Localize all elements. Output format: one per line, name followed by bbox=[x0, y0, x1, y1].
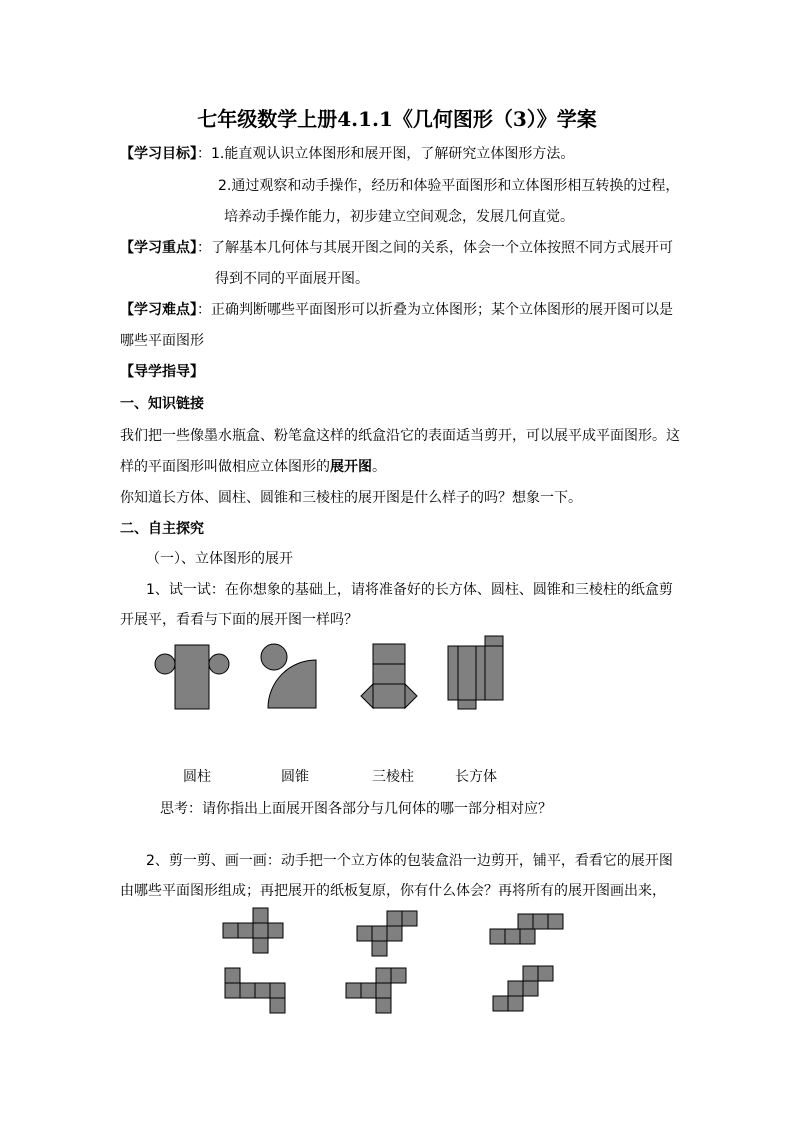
cube-net-square bbox=[505, 929, 520, 944]
section1-paragraph-1b bbox=[120, 457, 386, 477]
key-points-label: 【学习重点】 bbox=[120, 240, 197, 256]
cube-net-1 bbox=[223, 908, 283, 953]
prism-face-3 bbox=[373, 684, 405, 708]
net-label-cone: 圆锥 bbox=[281, 769, 309, 785]
cuboid-face-d bbox=[485, 646, 503, 700]
cube-net-square bbox=[376, 968, 391, 983]
cube-net-square bbox=[253, 908, 268, 923]
cube-net-square bbox=[253, 923, 268, 938]
guide-heading: 【导学指导】 bbox=[120, 364, 204, 380]
triangular-prism-net bbox=[361, 644, 417, 708]
cube-net-square bbox=[518, 914, 533, 929]
nets-figure-row bbox=[0, 632, 794, 712]
key-points-line-2: 得到不同的平面展开图。 bbox=[215, 271, 369, 287]
objectives-line-2: 2.通过观察和动手操作，经历和体验平面图形和立体图形相互转换的过程， bbox=[218, 178, 680, 194]
cube-net-square bbox=[523, 981, 538, 996]
difficulties-label: 【学习难点】 bbox=[120, 302, 197, 318]
difficulties-text-1: ：正确判断哪些平面图形可以折叠为立体图形；某个立体图形的展开图可以是 bbox=[197, 302, 673, 318]
cube-net-3 bbox=[490, 914, 563, 944]
cube-net-square bbox=[240, 983, 255, 998]
cube-net-square bbox=[253, 938, 268, 953]
section1-paragraph-1a: 我们把一些像墨水瓶盒、粉笔盒这样的纸盒沿它的表面适当剪开，可以展平成平面图形。这 bbox=[120, 428, 680, 444]
cube-net-square bbox=[490, 929, 505, 944]
cube-net-square bbox=[376, 983, 391, 998]
cube-net-square bbox=[223, 923, 238, 938]
cube-net-square bbox=[520, 929, 535, 944]
cube-net-square bbox=[508, 996, 523, 1011]
cuboid-net bbox=[448, 636, 503, 709]
question1-line-b: 开展平，看看与下面的展开图一样吗？ bbox=[120, 612, 358, 628]
cube-net-square bbox=[538, 966, 553, 981]
cube-net-square bbox=[346, 983, 361, 998]
cylinder-side-rectangle bbox=[175, 645, 209, 709]
cuboid-face-c bbox=[476, 646, 485, 700]
cylinder-left-circle bbox=[155, 654, 175, 674]
cone-base-circle bbox=[261, 644, 287, 670]
cube-net-5 bbox=[346, 968, 406, 1013]
objectives-line-3: 培养动手操作能力，初步建立空间观念，发展几何直觉。 bbox=[224, 209, 574, 225]
cube-net-square bbox=[402, 911, 417, 926]
prism-face-2 bbox=[373, 664, 405, 684]
section2-heading: 二、自主探究 bbox=[120, 521, 204, 537]
cube-net-square bbox=[387, 911, 402, 926]
cube-net-square bbox=[270, 983, 285, 998]
cube-net-square bbox=[493, 996, 508, 1011]
objectives-line-1 bbox=[120, 144, 574, 164]
cube-net-square bbox=[238, 923, 253, 938]
page-title: 七年级数学上册4.1.1《几何图形（3）》学案 bbox=[197, 107, 597, 131]
cube-net-square bbox=[372, 926, 387, 941]
cube-net-square bbox=[523, 966, 538, 981]
cube-net-square bbox=[225, 983, 240, 998]
cube-net-square bbox=[357, 926, 372, 941]
cube-net-6 bbox=[493, 966, 553, 1011]
objectives-text-1: ：1.能直观认识立体图形和展开图，了解研究立体图形方法。 bbox=[197, 146, 575, 162]
key-points-line-1 bbox=[120, 238, 673, 258]
cube-net-square bbox=[548, 914, 563, 929]
prism-face-1 bbox=[373, 644, 405, 664]
difficulties-line-1 bbox=[120, 300, 673, 320]
net-label-cuboid: 长方体 bbox=[455, 769, 497, 785]
section1-heading: 一、知识链接 bbox=[120, 396, 204, 412]
question2-line-b: 由哪些平面图形组成；再把展开的纸板复原，你有什么体会？再将所有的展开图画出来， bbox=[120, 883, 666, 899]
cube-nets-figure bbox=[0, 900, 794, 1020]
section1-paragraph-2: 你知道长方体、圆柱、圆锥和三棱柱的展开图是什么样子的吗？想象一下。 bbox=[120, 490, 582, 506]
cube-net-square bbox=[361, 983, 376, 998]
question2-line-a: 2、剪一剪、画一画：动手把一个立方体的包装盒沿一边剪开，铺平，看看它的展开图 bbox=[146, 853, 673, 869]
cube-net-square bbox=[391, 968, 406, 983]
cone-net bbox=[261, 644, 316, 708]
objectives-label: 【学习目标】 bbox=[120, 146, 197, 162]
cylinder-net bbox=[155, 645, 229, 709]
cube-net-square bbox=[225, 968, 240, 983]
cube-net-4 bbox=[225, 968, 285, 1013]
prism-left-triangle bbox=[361, 684, 373, 708]
prism-right-triangle bbox=[405, 684, 417, 708]
net-label-cylinder: 圆柱 bbox=[183, 769, 211, 785]
section2-subheading: （一）、立体图形的展开 bbox=[146, 551, 293, 567]
section1-p1b-pre: 样的平面图形叫做相应立体图形的 bbox=[120, 459, 330, 475]
cuboid-top-face bbox=[485, 636, 503, 646]
cuboid-bottom-face bbox=[458, 700, 476, 709]
key-points-text-1: ：了解基本几何体与其展开图之间的关系，体会一个立体按照不同方式展开可 bbox=[197, 240, 673, 256]
cube-net-square bbox=[270, 998, 285, 1013]
section1-p1b-post: 。 bbox=[372, 459, 386, 475]
question1-line-a: 1、试一试：在你想象的基础上，请将准备好的长方体、圆柱、圆锥和三棱柱的纸盒剪 bbox=[146, 582, 673, 598]
cube-net-square bbox=[255, 983, 270, 998]
cube-net-square bbox=[376, 998, 391, 1013]
net-label-triangular-prism: 三棱柱 bbox=[372, 769, 414, 785]
cube-net-2 bbox=[357, 911, 417, 956]
difficulties-line-2: 哪些平面图形 bbox=[120, 333, 204, 349]
cylinder-right-circle bbox=[209, 654, 229, 674]
cuboid-face-b bbox=[458, 646, 476, 700]
cube-net-square bbox=[387, 926, 402, 941]
cuboid-face-a bbox=[448, 646, 458, 700]
cube-net-square bbox=[372, 941, 387, 956]
cube-net-square bbox=[533, 914, 548, 929]
net-term: 展开图 bbox=[330, 459, 372, 475]
cube-net-square bbox=[508, 981, 523, 996]
think-prompt: 思考：请你指出上面展开图各部分与几何体的哪一部分相对应？ bbox=[160, 801, 552, 817]
cube-net-square bbox=[268, 923, 283, 938]
